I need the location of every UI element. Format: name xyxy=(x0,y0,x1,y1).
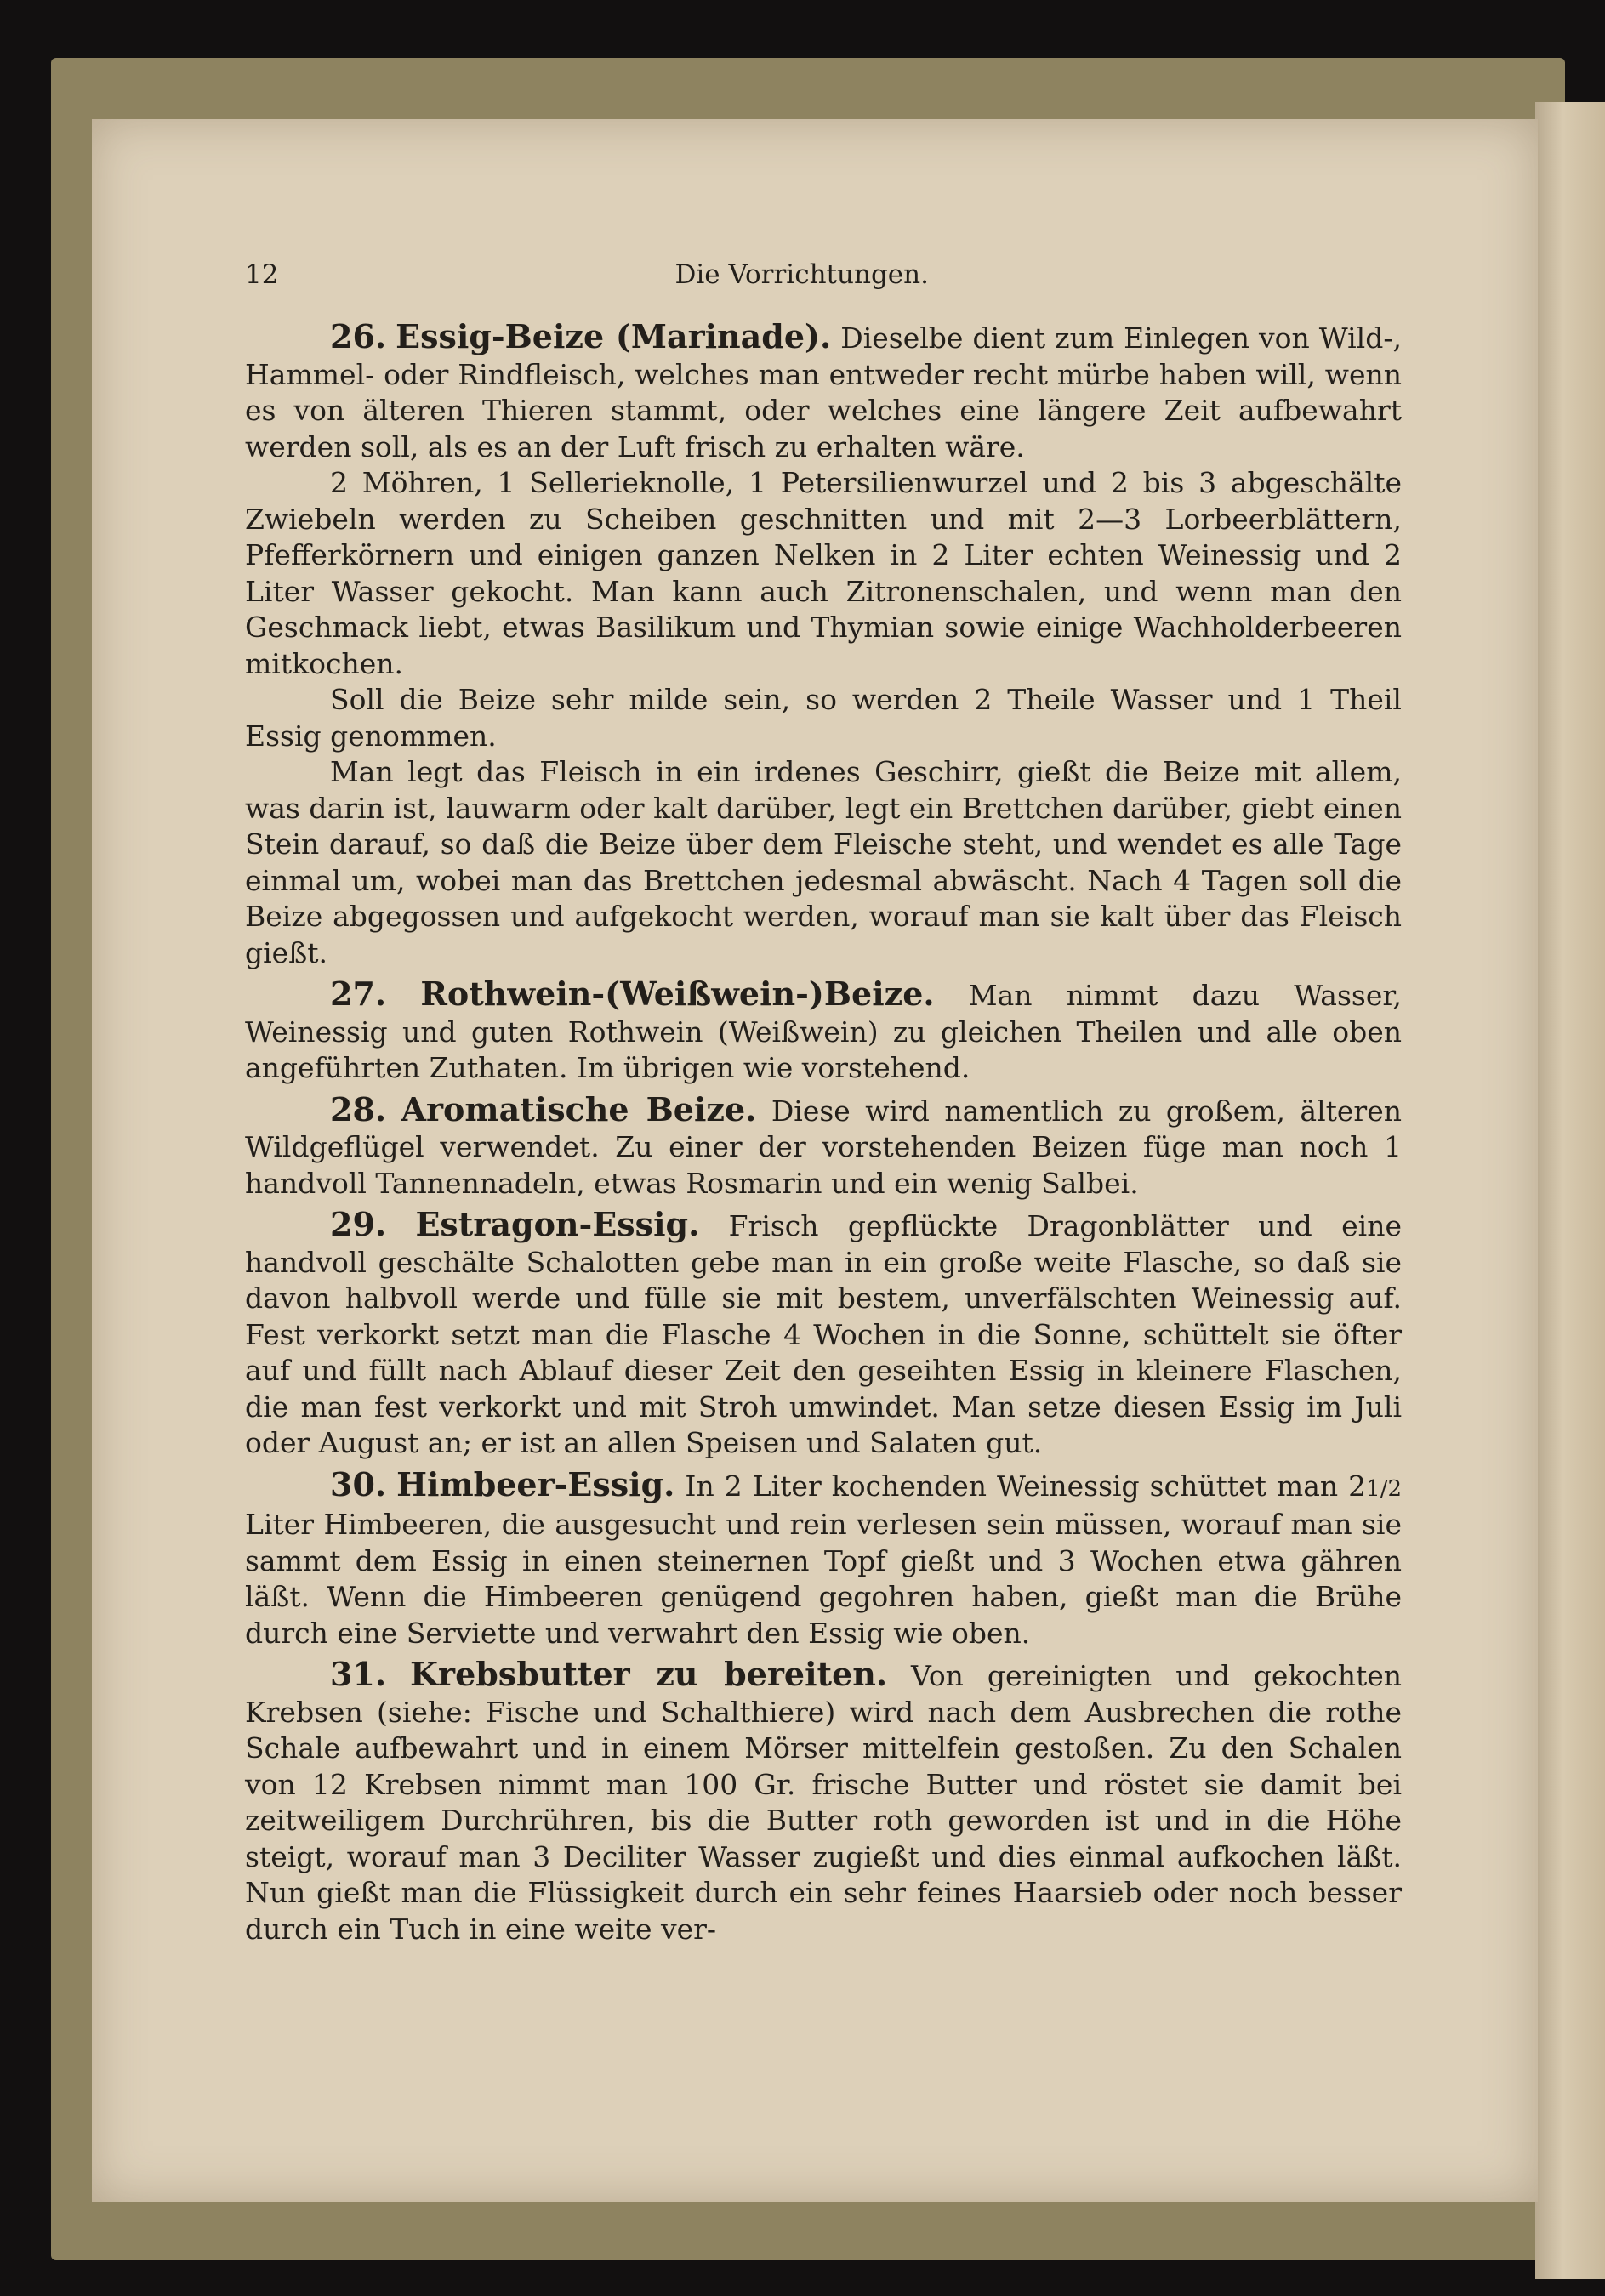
page-number: 12 xyxy=(245,259,279,290)
recipe-text: Frisch gepflückte Dragonblätter und eine handvoll geschälte Schalotten gebe man in ein große weite Flasche, so daß sie davon halbvoll werde und fülle sie mit bestem, unverfälschten Weinessig auf. Fest verkorkt setzt man die Flasche 4 Wochen in die Sonne, schüttelt sie öfter auf und füllt nach Ablauf dieser Zeit den geseihten Essig in kleinere Flaschen, die man fest verkorkt und mit Stroh umwindet. Man setze diesen Essig im Juli oder August an; er ist an allen Speisen und Salaten gut. xyxy=(245,1209,1402,1459)
paragraph: Man legt das Fleisch in ein irdenes Geschirr, gießt die Beize mit allem, was darin ist, lauwarm oder kalt darüber, legt ein Brettchen darüber, giebt einen Stein darauf, so daß die Beize über dem Fleische steht, und wendet es alle Tage einmal um, wobei man das Brettchen jedesmal abwäscht. Nach 4 Tagen soll die Beize abgegossen und aufgekocht werden, worauf man sie kalt über das Fleisch gießt. xyxy=(245,755,1402,969)
facing-page-edge xyxy=(1535,102,1605,2279)
recipe-number: 31. xyxy=(330,1655,387,1693)
recipe-number: 27. xyxy=(330,975,387,1013)
running-title: Die Vorrichtungen. xyxy=(674,259,929,290)
recipe-title: Rothwein-(Weißwein-)Beize. xyxy=(420,975,935,1013)
recipe-number: 29. xyxy=(330,1205,387,1243)
recipe-number: 26. xyxy=(330,317,387,355)
page-text xyxy=(245,259,1402,1947)
recipe-title: Aromatische Beize. xyxy=(401,1089,757,1128)
recipe-text: Von gereinigten und gekochten Krebsen (siehe: Fische und Schalthiere) wird nach dem Ausbrechen die rothe Schale aufbewahrt und in einem Mörser mittelfein gestoßen. Zu den Schalen von 12 Krebsen nimmt man 100 Gr. frische Butter und röstet sie damit bei zeitweiligem Durchrühren, bis die Butter roth geworden ist und in die Höhe steigt, worauf man 3 Deciliter Wasser zugießt und dies einmal aufkochen läßt. Nun gießt man die Flüssigkeit durch ein sehr feines Haarsieb oder noch besser durch ein Tuch in eine weite ver- xyxy=(245,1659,1402,1946)
recipe-title: Estragon-Essig. xyxy=(415,1205,700,1243)
recipe-30 xyxy=(245,1464,1402,1652)
recipe-title: Krebsbutter zu bereiten. xyxy=(410,1655,888,1693)
recipe-title: Essig-Beize (Marinade). xyxy=(396,317,832,355)
fraction: 1/2 xyxy=(1366,1475,1402,1502)
recipe-27 xyxy=(245,976,1402,1087)
recipe-28 xyxy=(245,1089,1402,1202)
recipe-text: Man nimmt dazu Wasser, Weinessig und guten Rothwein (Weißwein) zu gleichen Theilen und alle oben angeführten Zuthaten. Im übrigen wie vorstehend. xyxy=(245,979,1402,1084)
paragraph: Soll die Beize sehr milde sein, so werden 2 Theile Wasser und 1 Theil Essig genommen. xyxy=(245,683,1402,753)
recipe-title: Himbeer-Essig. xyxy=(396,1464,675,1503)
recipe-31 xyxy=(245,1657,1402,1947)
paragraph: 2 Möhren, 1 Sellerieknolle, 1 Petersilienwurzel und 2 bis 3 abgeschälte Zwiebeln werden zu Scheiben geschnitten und mit 2—3 Lorbeerblättern, Pfefferkörnern und einigen ganzen Nelken in 2 Liter echten Weinessig und 2 Liter Wasser gekocht. Man kann auch Zitronenschalen, und wenn man den Geschmack liebt, etwas Basilikum und Thymian sowie einige Wachholderbeeren mitkochen. xyxy=(245,466,1402,680)
running-header xyxy=(245,259,1402,290)
recipe-text: Diese wird namentlich zu großem, älteren Wildgeflügel verwendet. Zu einer der vorstehenden Beizen füge man noch 1 handvoll Tannennadeln, etwas Rosmarin und ein wenig Salbei. xyxy=(245,1094,1402,1200)
recipe-number: 28. xyxy=(330,1089,387,1128)
recipe-text: Dieselbe dient zum Einlegen von Wild-, Hammel- oder Rindfleisch, welches man entweder recht mürbe haben will, wenn es von älteren Thieren stammt, oder welches eine längere Zeit aufbewahrt werden soll, als es an der Luft frisch zu erhalten wäre. xyxy=(245,321,1402,463)
recipe-26 xyxy=(245,319,1402,465)
recipe-29 xyxy=(245,1207,1402,1462)
recipe-number: 30. xyxy=(330,1464,387,1503)
recipe-text: In 2 Liter kochenden Weinessig schüttet man 2 xyxy=(685,1469,1367,1503)
recipe-text: Liter Himbeeren, die ausgesucht und rein verlesen sein müssen, worauf man sie sammt dem Essig in einen steinernen Topf gießt und 3 Wochen etwa gähren läßt. Wenn die Himbeeren genügend gegohren haben, gießt man die Brühe durch eine Serviette und verwahrt den Essig wie oben. xyxy=(245,1508,1402,1650)
